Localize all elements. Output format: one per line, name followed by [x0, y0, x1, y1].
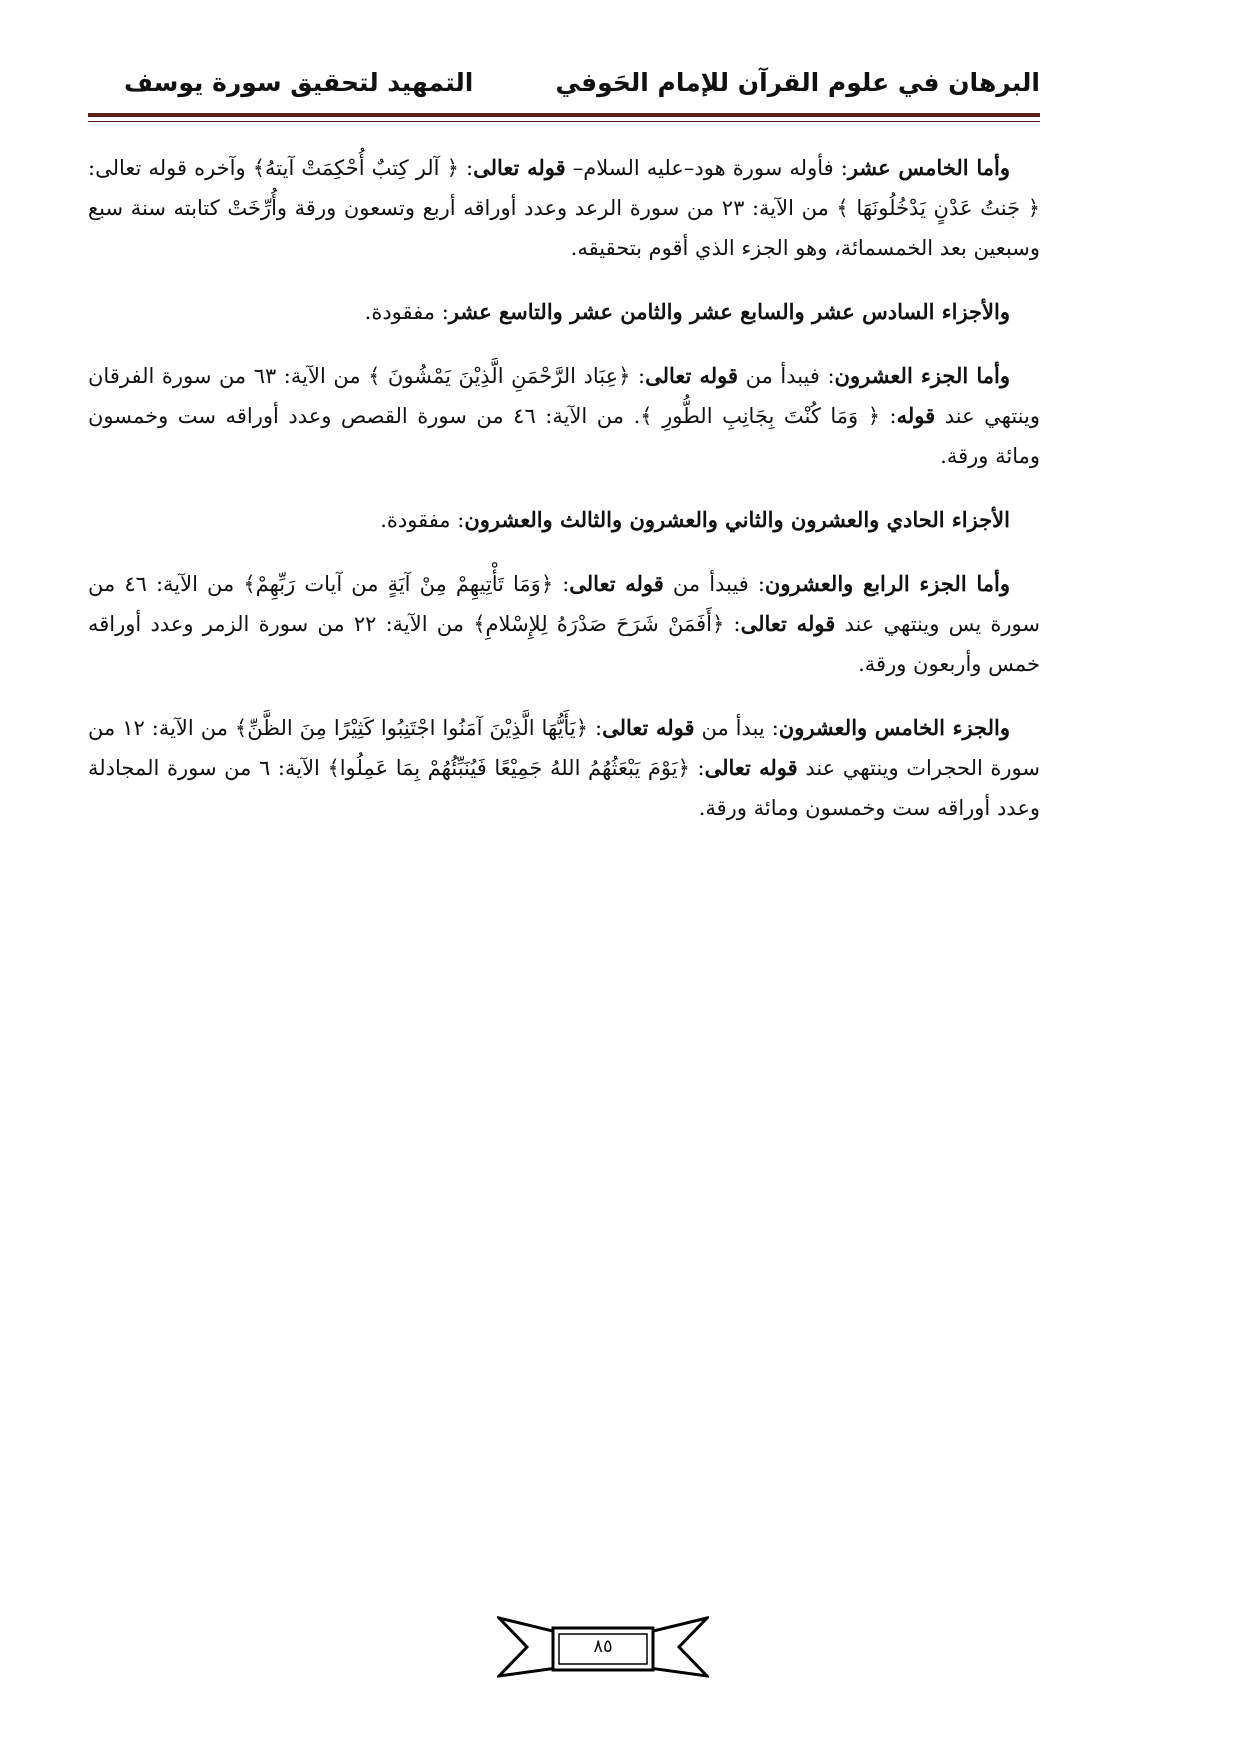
paragraph-lead: الأجزاء الحادي والعشرون والثاني والعشرون والثالث والعشرون [464, 507, 1010, 532]
paragraph-lead: والجزء الخامس والعشرون [778, 715, 1010, 740]
paragraph-lead: وأما الجزء الرابع والعشرون [764, 571, 1010, 596]
paragraph-part-20 [88, 356, 1040, 476]
paragraph-text: : ﴿ آلر كِتبٌ أُحْكِمَتْ آيتهُ﴾ وآخره قوله تعالى: ﴿ جَنتُ عَدْنٍ يَدْخُلُونَهَا ﴾ من الآية: ٢٣ من سورة الرعد وعدد أوراقه أربع وتسعون ورقة وأُرِّخَتْ كتابته سنة سبع وسبعين بعد الخمسمائة، وهو الجزء الذي أقوم بتحقيقه. [88, 156, 1040, 260]
paragraph-part-25 [88, 708, 1040, 828]
paragraph-bold: قوله تعالى [473, 155, 566, 180]
paragraph-lead: وأما الجزء العشرون [834, 363, 1011, 388]
paragraph-bold: قوله [896, 403, 936, 428]
paragraph-parts-16-19 [88, 292, 1040, 332]
header-rule-thick [88, 113, 1040, 117]
main-text [88, 148, 1040, 852]
paragraph-bold: قوله تعالى [645, 363, 739, 388]
paragraph-text: : فيبدأ من [663, 572, 765, 596]
paragraph-text: : ﴿يَوْمَ يَبْعَثُهُمُ اللهُ جَمِيْعًا فَيُنَبِّئُهُمْ بِمَا عَمِلُوا﴾ الآية: ٦ من سورة المجادلة وعدد أوراقه ست وخمسون ومائة ورقة. [88, 756, 1040, 820]
paragraph-text: : مفقودة. [364, 300, 449, 324]
paragraph-part-24 [88, 564, 1040, 684]
paragraph-parts-21-23 [88, 500, 1040, 540]
paragraph-bold: قوله تعالى [740, 611, 836, 636]
running-header [88, 68, 1040, 108]
paragraph-text: : ﴿يَأَيُّهَا الَّذِيْنَ آمَنُوا اجْتَنِبُوا كَثِيْرًا مِنَ الظَّنِّ﴾ من الآية: ١٢ من سورة الحجرات وينتهي عند [88, 716, 1041, 780]
paragraph-bold: قوله تعالى [704, 755, 798, 780]
paragraph-text: : ﴿أَفَمَنْ شَرَحَ صَدْرَهُ لِلإِسْلامِ﴾ من الآية: ٢٢ من سورة الزمر وعدد أوراقه خمس وأربعون ورقة. [88, 612, 1040, 676]
paragraph-text: : ﴿ وَمَا كُنْتَ بِجَانِبِ الطُّورِ ﴾. من الآية: ٤٦ من سورة القصص وعدد أوراقه ست وخمسون ومائة ورقة. [88, 404, 1040, 468]
paragraph-text: : فيبدأ من [738, 364, 835, 388]
page-number: ٨٥ [593, 1636, 613, 1657]
paragraph-text: : يبدأ من [694, 716, 779, 740]
paragraph-bold: قوله تعالى [569, 571, 664, 596]
section-title: التمهيد لتحقيق سورة يوسف [124, 68, 474, 97]
paragraph-text: : ﴿عِبَاد الرَّحْمَنِ الَّذِيْنَ يَمْشُونَ ﴾ من الآية: ٦٣ من سورة الفرقان وينتهي عند [88, 364, 1040, 428]
header-rule-thin [88, 121, 1040, 122]
paragraph-text: : ﴿وَمَا تَأْتِيهِمْ مِنْ آيَةٍ من آيات رَبِّهِمْ﴾ من الآية: ٤٦ من سورة يس وينتهي عند [88, 572, 1041, 636]
paragraph-text: : فأوله سورة هود–عليه السلام– [565, 156, 848, 180]
paragraph-lead: وأما الخامس عشر [847, 155, 1010, 180]
paragraph-bold: قوله تعالى [602, 715, 695, 740]
paragraph-part-15 [88, 148, 1040, 268]
paragraph-lead: والأجزاء السادس عشر والسابع عشر والثامن عشر والتاسع عشر [448, 299, 1010, 324]
paragraph-text: : مفقودة. [380, 508, 465, 532]
book-title: البرهان في علوم القرآن للإمام الحَوفي [555, 68, 1040, 97]
